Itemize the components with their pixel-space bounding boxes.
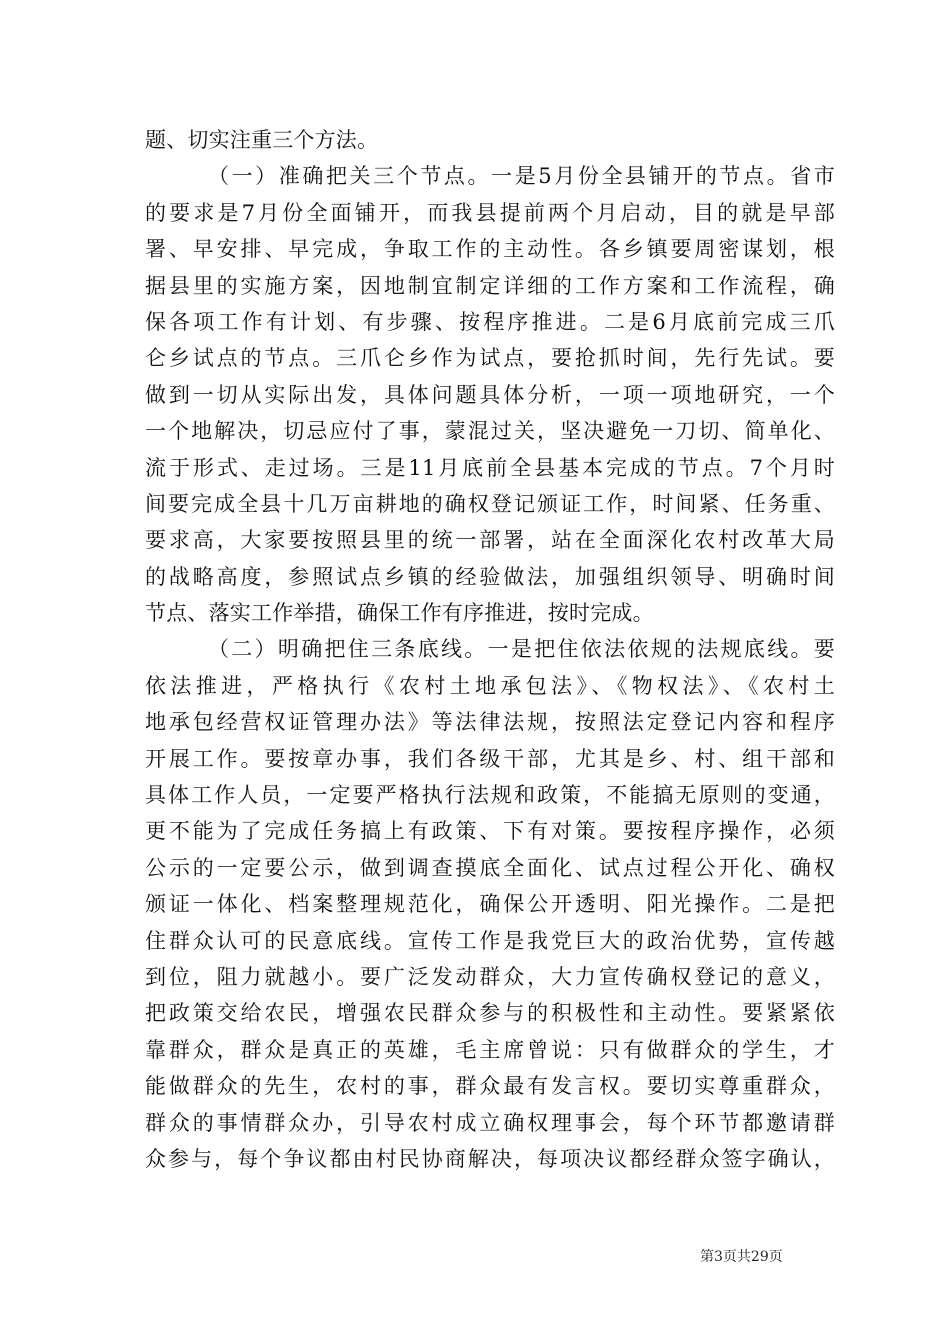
paragraph-2-line: 一个地解决，切忌应付了事，蒙混过关，坚决避免一刀切、简单化、 [145,419,835,444]
paragraph-2-line: 做到一切从实际出发，具体问题具体分析，一项一项地研究，一个 [145,382,835,407]
body-text [145,122,835,1177]
paragraph-3-line: 具体工作人员，一定要严格执行法规和政策，不能搞无原则的变通， [145,783,835,808]
paragraph-3-line: 公示的一定要公示，做到调查摸底全面化、试点过程公开化、确权 [145,855,835,880]
paragraph-2-line: 保各项工作有计划、有步骤、按程序推进。二是6月底前完成三爪 [145,309,835,334]
paragraph-2-line: （一）准确把关三个节点。一是5月份全县铺开的节点。省市 [208,164,835,189]
paragraph-3-line: 靠群众，群众是真正的英雄，毛主席曾说：只有做群众的学生，才 [145,1037,835,1062]
paragraph-2-line: 仑乡试点的节点。三爪仑乡作为试点，要抢抓时间，先行先试。要 [145,346,835,371]
paragraph-2-line: 间要完成全县十几万亩耕地的确权登记颁证工作，时间紧、任务重、 [145,491,835,516]
paragraph-3-line: 颁证一体化、档案整理规范化，确保公开透明、阳光操作。二是把 [145,892,835,917]
paragraph-3-line: 群众的事情群众办，引导农村成立确权理事会，每个环节都邀请群 [145,1110,835,1135]
paragraph-2-line: 要求高，大家要按照县里的统一部署，站在全面深化农村改革大局 [145,528,835,553]
paragraph-1-line: 题、切实注重三个方法。 [145,128,379,152]
paragraph-3-line: 众参与，每个争议都由村民协商解决，每项决议都经群众签字确认， [145,1146,835,1171]
paragraph-3-line: 依法推进，严格执行《农村土地承包法》、《物权法》、《农村土 [145,673,835,698]
paragraph-2-line: 署、早安排、早完成，争取工作的主动性。各乡镇要周密谋划，根 [145,237,835,262]
paragraph-2-line: 节点、落实工作举措，确保工作有序推进，按时完成。 [145,601,654,626]
page-number: 第3页共29页 [700,1249,783,1265]
paragraph-2-line: 的要求是7月份全面铺开，而我县提前两个月启动，目的就是早部 [145,200,835,225]
paragraph-3-line: 开展工作。要按章办事，我们各级干部，尤其是乡、村、组干部和 [145,746,835,771]
paragraph-2-line: 据县里的实施方案，因地制宜制定详细的工作方案和工作流程，确 [145,273,835,298]
paragraph-3-line: 把政策交给农民，增强农民群众参与的积极性和主动性。要紧紧依 [145,1001,835,1026]
paragraph-2-line: 的战略高度，参照试点乡镇的经验做法，加强组织领导、明确时间 [145,564,835,589]
paragraph-3-line: 更不能为了完成任务搞上有政策、下有对策。要按程序操作，必须 [145,819,835,844]
paragraph-3-line: 到位，阻力就越小。要广泛发动群众，大力宣传确权登记的意义， [145,964,835,989]
paragraph-3-line: （二）明确把住三条底线。一是把住依法依规的法规底线。要 [208,637,835,662]
paragraph-3-line: 能做群众的先生，农村的事，群众最有发言权。要切实尊重群众， [145,1074,835,1099]
paragraph-3-line: 住群众认可的民意底线。宣传工作是我党巨大的政治优势，宣传越 [145,928,835,953]
paragraph-2-line: 流于形式、走过场。三是11月底前全县基本完成的节点。7个月时 [145,455,835,480]
paragraph-3-line: 地承包经营权证管理办法》等法律法规，按照法定登记内容和程序 [145,710,835,735]
